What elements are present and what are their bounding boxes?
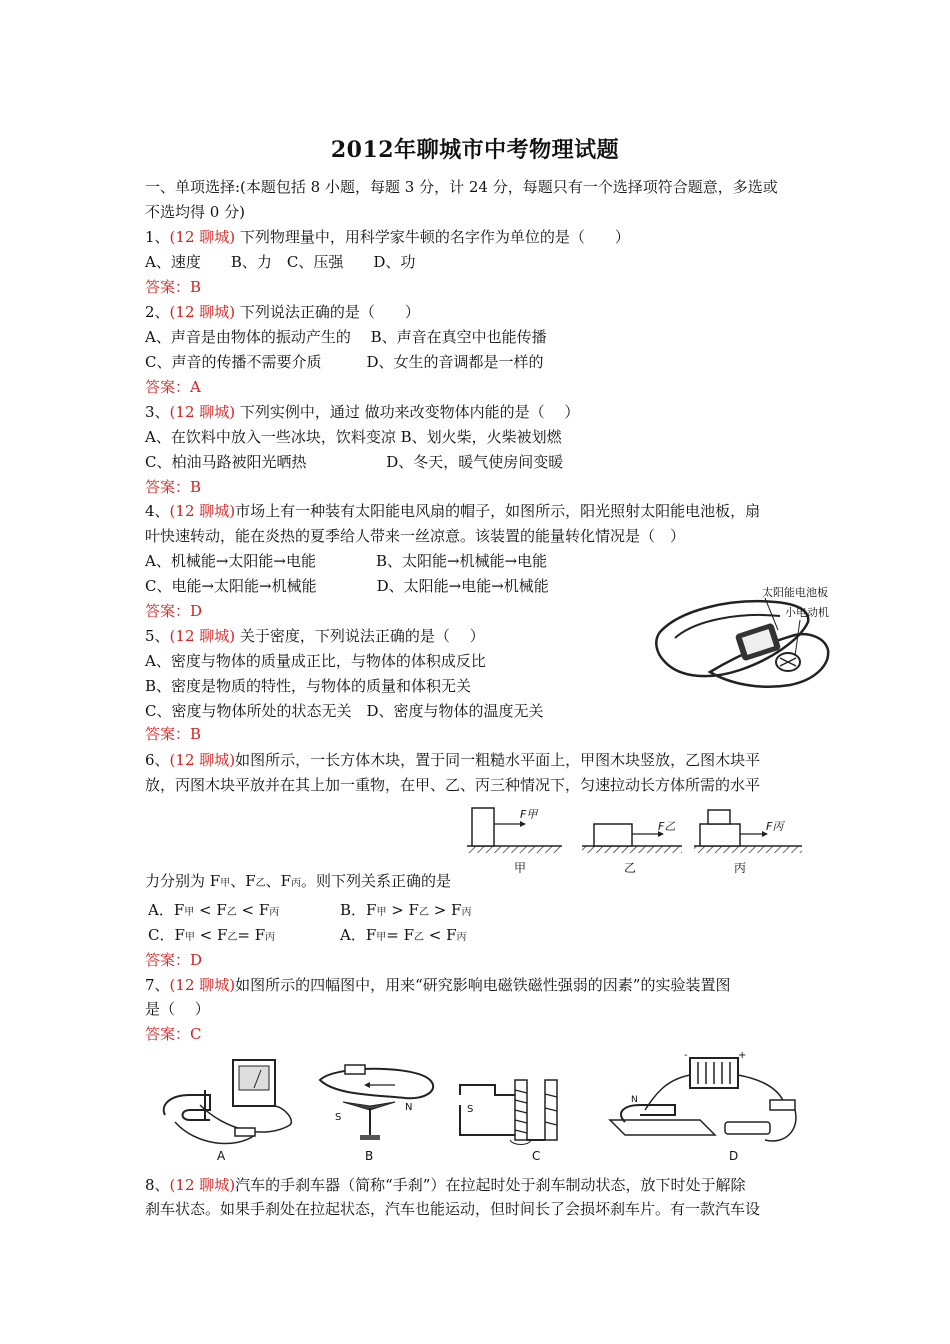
force-label-yi: F乙 [658,820,676,833]
question-5-option-b: B、密度是物质的特性，与物体的质量和体积无关 [145,677,472,695]
question-3-option-row-1: A、在饮料中放入一些冰块，饮料变凉 B、划火柴，火柴被划燃 [145,428,562,446]
question-6-option-c: C．F甲 < F乙= F丙 [148,926,276,944]
motor-label: 小电动机 [785,606,829,619]
question-7-stem-cont: 是（ ） [145,1000,210,1018]
question-4-stem-cont: 叶快速转动，能在炎热的夏季给人带来一丝凉意。该装置的能量转化情况是（ ） [145,527,686,545]
svg-text:N: N [405,1102,413,1113]
caption-a: A [217,1149,226,1163]
question-6-stem-cont: 放，丙图木块平放并在其上加一重物，在甲、乙、丙三种情况下，匀速拉动长方体所需的水平 [145,776,761,794]
caption-bing: 丙 [734,861,747,875]
source-tag: (12 聊城) [169,403,236,421]
question-8-stem-cont: 刹车状态。如果手刹处在拉起状态，汽车也能运动，但时间长了会损坏刹车片。有一款汽车设 [145,1200,761,1218]
question-2-option-row-1: A、声音是由物体的振动产生的 B、声音在真空中也能传播 [145,328,547,346]
question-6-option-b: B．F甲 > F乙 > F丙 [340,901,472,919]
question-number: 2、 [145,303,170,321]
source-tag: (12 聊城) [169,303,236,321]
question-5-answer: 答案：B [145,725,202,743]
caption-jia: 甲 [514,861,527,875]
source-tag: (12 聊城) [169,228,236,246]
solar-fan-hat-figure [650,580,860,700]
question-7-answer: 答案：C [145,1025,202,1043]
question-4 [145,501,760,521]
question-5-option-a: A、密度与物体的质量成正比，与物体的体积成反比 [145,652,486,670]
apparatus-a [164,1060,292,1163]
question-number: 1、 [145,228,170,246]
question-number: 7、 [145,976,170,994]
caption-d: D [729,1149,739,1163]
caption-c: C [532,1149,541,1163]
question-number: 3、 [145,403,170,421]
question-number: 5、 [145,627,170,645]
question-3-answer: 答案：B [145,478,202,496]
section-intro-cont: 不选均得 0 分) [145,203,245,221]
source-tag: (12 聊城) [169,751,236,769]
apparatus-b [320,1065,433,1163]
question-stem: 如图所示的四幅图中，用来“研究影响电磁铁磁性强弱的因素”的实验装置图 [235,976,731,994]
question-4-answer: 答案：D [145,602,203,620]
question-stem: 下列实例中，通过 做功来改变物体内能的是（ ） [235,403,580,421]
question-3 [145,402,579,422]
question-5-option-cd: C、密度与物体所处的状态无关 D、密度与物体的温度无关 [145,702,544,720]
page-title: 2012年聊城市中考物理试题 [330,137,620,163]
question-6-option-d: A．F甲= F乙 < F丙 [340,926,467,944]
question-stem: 如图所示，一长方体木块，置于同一粗糙水平面上，甲图木块竖放，乙图木块平 [235,751,761,769]
question-1 [145,227,630,247]
svg-text:-: - [684,1050,688,1061]
source-tag: (12 聊城) [169,502,236,520]
question-2-option-row-2: C、声音的传播不需要介质 D、女生的音调都是一样的 [145,353,544,371]
friction-blocks-figure [462,800,807,882]
force-label-jia: F甲 [520,808,538,821]
svg-text:S: S [335,1112,342,1123]
question-6-stem-forces: 力分别为 F甲、F乙、F丙。则下列关系正确的是 [145,872,452,890]
svg-text:+: + [738,1050,747,1061]
question-4-option-row-1: A、机械能→太阳能→电能 B、太阳能→机械能→电能 [145,552,548,570]
question-7 [145,975,730,995]
question-2-answer: 答案：A [145,378,201,396]
caption-yi: 乙 [624,861,637,875]
question-stem: 下列说法正确的是（ ） [235,303,420,321]
question-4-option-row-2: C、电能→太阳能→机械能 D、太阳能→电能→机械能 [145,577,549,595]
question-number: 4、 [145,502,170,520]
question-stem: 汽车的手刹车器（简称“手刹”）在拉起时处于刹车制动状态，放下时处于解除 [235,1176,746,1194]
force-label-bing: F丙 [766,820,784,833]
electromagnet-apparatus-figure [155,1050,810,1165]
svg-text:N: N [631,1095,638,1105]
question-6-answer: 答案：D [145,951,203,969]
question-6-option-a: A．F甲 < F乙 < F丙 [148,901,280,919]
question-3-option-row-2: C、柏油马路被阳光晒热 D、冬天，暖气使房间变暖 [145,453,564,471]
question-8 [145,1175,745,1195]
section-intro: 一、单项选择:(本题包括 8 小题，每题 3 分，计 24 分，每题只有一个选择项符合题意，多选或 [145,178,778,196]
question-6 [145,750,760,770]
svg-text:S: S [467,1104,474,1115]
apparatus-d [610,1050,796,1163]
question-5 [145,626,485,646]
question-stem: 下列物理量中，用科学家牛顿的名字作为单位的是（ ） [235,228,630,246]
solar-panel-label: 太阳能电池板 [762,586,828,599]
question-stem: 关于密度，下列说法正确的是（ ） [235,627,485,645]
question-number: 8、 [145,1176,170,1194]
question-number: 6、 [145,751,170,769]
question-1-answer: 答案：B [145,278,202,296]
source-tag: (12 聊城) [169,627,236,645]
question-1-options: A、速度 B、力 C、压强 D、功 [145,253,416,271]
source-tag: (12 聊城) [169,976,236,994]
source-tag: (12 聊城) [169,1176,236,1194]
question-stem: 市场上有一种装有太阳能电风扇的帽子，如图所示，阳光照射太阳能电池板，扇 [235,502,761,520]
question-2 [145,302,420,322]
caption-b: B [365,1149,374,1163]
apparatus-c [460,1080,557,1163]
